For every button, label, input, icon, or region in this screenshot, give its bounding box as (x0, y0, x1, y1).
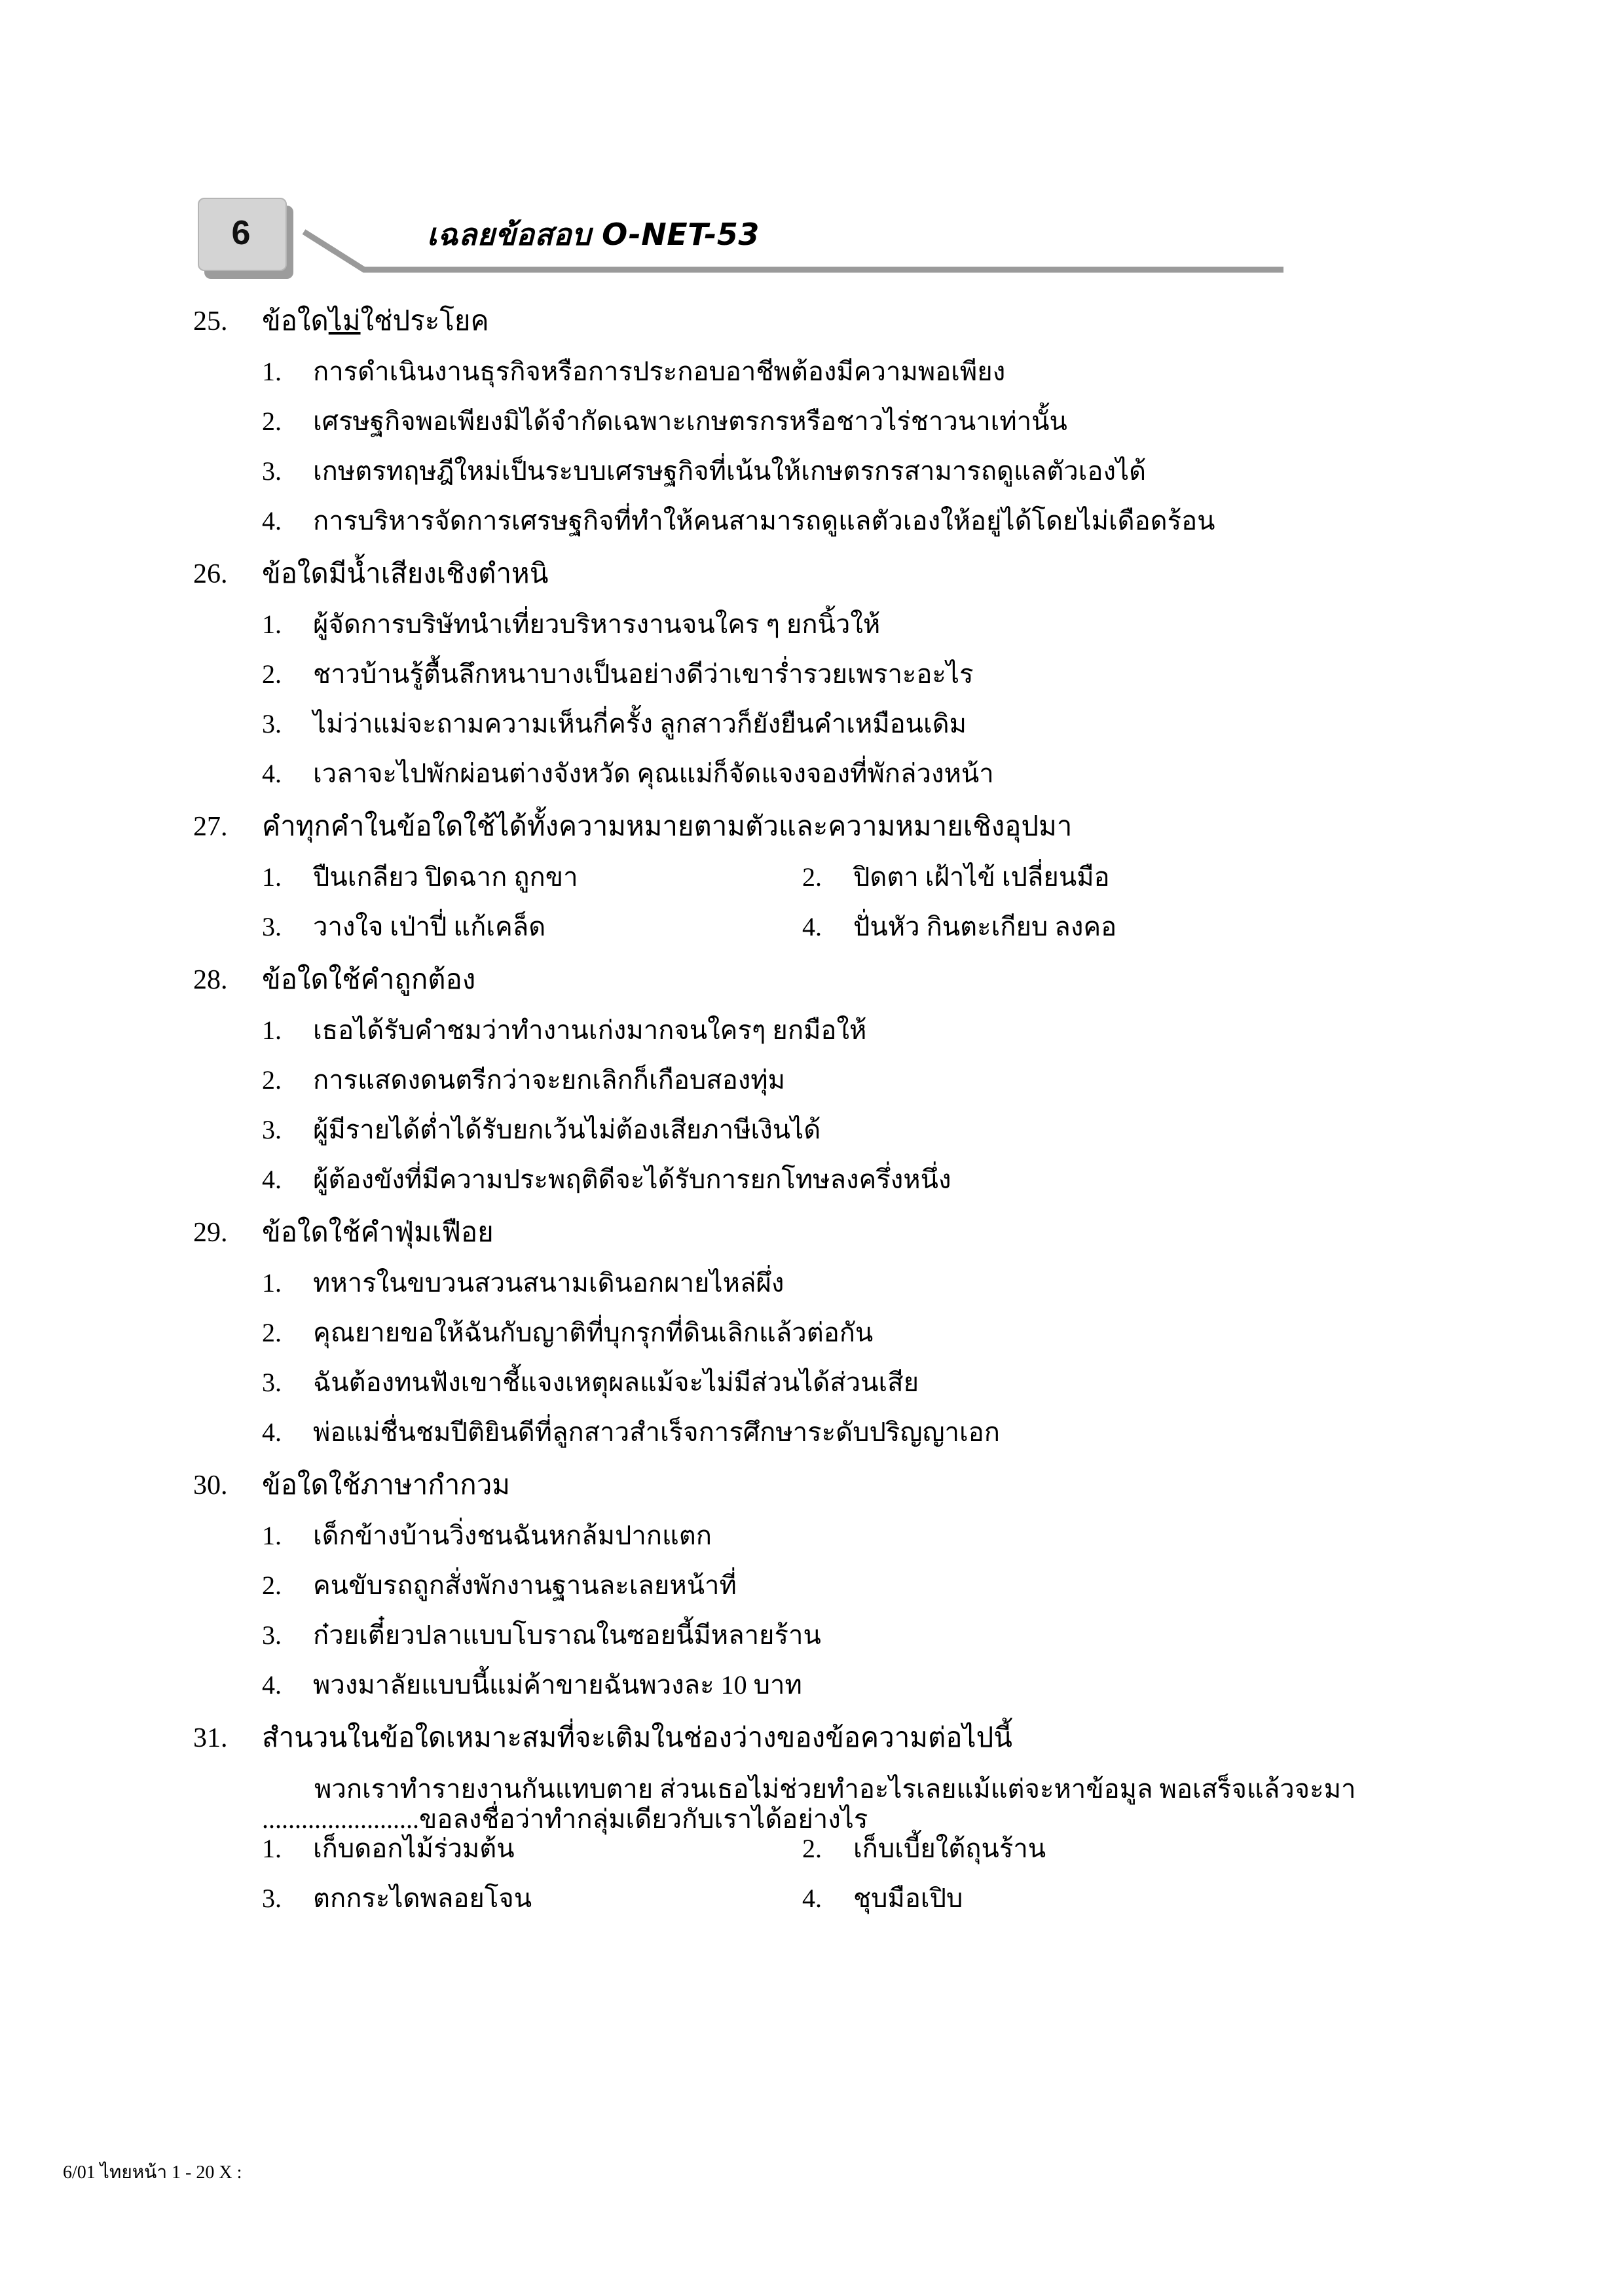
choice-text: พวงมาลัยแบบนี้แม่ค้าขายฉันพวงละ 10 บาท (313, 1670, 802, 1700)
question-block-25 (0, 308, 1624, 558)
question-stem-28 (0, 966, 1624, 1017)
choice-option[interactable] (262, 711, 1624, 737)
page-header (196, 196, 1428, 282)
choice-number: 1. (262, 610, 282, 639)
question-stem-25 (0, 308, 1624, 359)
question-stem-30 (0, 1472, 1624, 1523)
choice-option[interactable] (262, 914, 802, 940)
question-text: ข้อใดมีน้ำเสียงเชิงตำหนิ (262, 559, 549, 589)
choice-text: ปืนเกลียว ปิดฉาก ถูกขา (313, 862, 578, 892)
question-stem-27 (0, 813, 1624, 864)
choice-number: 3. (262, 1884, 282, 1913)
choice-option[interactable] (802, 864, 1110, 890)
choice-number: 3. (262, 709, 282, 738)
choice-option[interactable] (262, 611, 1624, 638)
choice-text: ผู้จัดการบริษัทนำเที่ยวบริหารงานจนใคร ๆ ยกนิ้วให้ (313, 610, 881, 639)
choice-row (262, 661, 1624, 711)
choice-number: 3. (262, 1368, 282, 1397)
choice-number: 4. (262, 506, 282, 536)
choice-text: การแสดงดนตรีกว่าจะยกเลิกก็เกือบสองทุ่ม (313, 1065, 785, 1095)
choice-option[interactable] (802, 1886, 963, 1912)
choice-number: 2. (802, 862, 822, 892)
choice-number: 1. (262, 357, 282, 386)
choice-number: 1. (262, 1834, 282, 1863)
question-block-30 (0, 1472, 1624, 1722)
choice-option[interactable] (262, 1017, 1624, 1044)
choice-text: ตกกระไดพลอยโจน (313, 1884, 532, 1913)
choice-option[interactable] (262, 1320, 1624, 1346)
choice-row (262, 864, 1624, 914)
choice-text: พ่อแม่ชื่นชมปีติยินดีที่ลูกสาวสำเร็จการศึกษาระดับปริญญาเอก (313, 1417, 1000, 1447)
question-block-27 (0, 813, 1624, 964)
choice-option[interactable] (262, 1270, 1624, 1296)
choice-text: ชุบมือเปิบ (853, 1884, 963, 1913)
choice-number: 1. (262, 1015, 282, 1045)
choice-option[interactable] (802, 1836, 1046, 1862)
choice-text: ปั่นหัว กินตะเกียบ ลงคอ (853, 912, 1117, 941)
choice-row (262, 1836, 1624, 1886)
choices-list-29 (0, 1270, 1624, 1469)
choice-option[interactable] (262, 864, 802, 890)
choice-row (262, 1017, 1624, 1067)
choice-text: เธอได้รับคำชมว่าทำงานเก่งมากจนใครๆ ยกมือให้ (313, 1015, 867, 1045)
choice-text: เด็กข้างบ้านวิ่งชนฉันหกล้มปากแตก (313, 1521, 712, 1550)
choice-row (262, 1320, 1624, 1370)
question-block-26 (0, 560, 1624, 811)
choice-option[interactable] (262, 661, 1624, 687)
choice-option[interactable] (262, 1523, 1624, 1549)
choice-option[interactable] (262, 1672, 1624, 1698)
choice-number: 4. (802, 912, 822, 941)
question-text: ข้อใดใช้คำฟุ่มเฟือย (262, 1218, 494, 1248)
choice-option[interactable] (262, 359, 1624, 385)
choice-text: ปิดตา เฝ้าไข้ เปลี่ยนมือ (853, 862, 1110, 892)
question-number: 30. (193, 1470, 228, 1501)
question-text (262, 308, 1624, 335)
choice-option[interactable] (262, 1622, 1624, 1649)
choices-list-31 (0, 1836, 1624, 1935)
choice-number: 2. (262, 1065, 282, 1095)
choice-option[interactable] (262, 1836, 802, 1862)
choice-number: 3. (262, 1620, 282, 1650)
choice-row (262, 508, 1624, 558)
header-title: เฉลยข้อสอบ O-NET-53 (427, 217, 760, 252)
choices-list-30 (0, 1523, 1624, 1722)
choice-row (262, 1672, 1624, 1722)
choice-number: 1. (262, 862, 282, 892)
question-text: ข้อใดใช้คำถูกต้อง (262, 965, 476, 995)
question-block-28 (0, 966, 1624, 1216)
choice-option[interactable] (262, 458, 1624, 484)
choice-row (262, 1270, 1624, 1320)
question-stem-31 (0, 1724, 1624, 1776)
choice-row (262, 611, 1624, 661)
choice-text: ชาวบ้านรู้ตื้นลึกหนาบางเป็นอย่างดีว่าเขาร่ำรวยเพราะอะไร (313, 659, 974, 689)
question-number: 31. (193, 1723, 228, 1753)
choice-text: เก็บเบี้ยใต้ถุนร้าน (853, 1834, 1046, 1863)
choice-row (262, 761, 1624, 811)
question-text: ข้อใดใช้ภาษากำกวม (262, 1470, 510, 1501)
questions-container (0, 308, 1624, 1938)
choice-row (262, 1573, 1624, 1622)
question-number: 25. (193, 306, 228, 337)
choice-number: 4. (262, 1417, 282, 1447)
choice-option[interactable] (262, 1067, 1624, 1093)
choice-row (262, 1117, 1624, 1167)
choice-number: 1. (262, 1268, 282, 1298)
choice-text: เกษตรทฤษฎีใหม่เป็นระบบเศรษฐกิจที่เน้นให้เกษตรกรสามารถดูแลตัวเองได้ (313, 456, 1147, 486)
choice-option[interactable] (262, 1117, 1624, 1143)
choice-row (262, 711, 1624, 761)
choice-text: ก๋วยเตี๋ยวปลาแบบโบราณในซอยนี้มีหลายร้าน (313, 1620, 821, 1650)
choice-row (262, 914, 1624, 964)
choice-text: ไม่ว่าแม่จะถามความเห็นกี่ครั้ง ลูกสาวก็ยังยืนคำเหมือนเดิม (313, 709, 967, 738)
question-stem-26 (0, 560, 1624, 611)
choice-row (262, 1523, 1624, 1573)
choice-option[interactable] (262, 761, 1624, 787)
question-text: คำทุกคำในข้อใดใช้ได้ทั้งความหมายตามตัวและความหมายเชิงอุปมา (262, 812, 1073, 842)
question-number: 29. (193, 1218, 228, 1248)
stem-part-after: ใช่ประโยค (360, 306, 489, 337)
choice-text: ทหารในขบวนสวนสนามเดินอกผายไหล่ผึ่ง (313, 1268, 784, 1298)
choice-option[interactable] (262, 409, 1624, 435)
choice-number: 2. (262, 1571, 282, 1600)
choice-text: ผู้ต้องขังที่มีความประพฤติดีจะได้รับการยกโทษลงครึ่งหนึ่ง (313, 1165, 951, 1194)
choice-row (262, 359, 1624, 409)
choice-row (262, 1370, 1624, 1419)
question-passage-line-2: ........................ขอลงชื่อว่าทำกลุ่มเดียวกับเราได้อย่างไร (262, 1804, 868, 1834)
choice-text: เศรษฐกิจพอเพียงมิได้จำกัดเฉพาะเกษตรกรหรือชาวไร่ชาวนาเท่านั้น (313, 407, 1067, 436)
page-footer: 6/01 ไทยหน้า 1 - 20 X : (63, 2162, 242, 2183)
question-passage-line-1: พวกเราทำรายงานกันแทบตาย ส่วนเธอไม่ช่วยทำอะไรเลยแม้แต่จะหาข้อมูล พอเสร็จแล้วจะมา (314, 1774, 1356, 1804)
choice-row (262, 1886, 1624, 1935)
question-block-29 (0, 1219, 1624, 1469)
choice-number: 4. (262, 759, 282, 788)
choices-list-28 (0, 1017, 1624, 1216)
choice-row (262, 1622, 1624, 1672)
choice-row (262, 409, 1624, 458)
choice-number: 4. (262, 1165, 282, 1194)
choice-number: 2. (262, 407, 282, 436)
choice-text: การดำเนินงานธุรกิจหรือการประกอบอาชีพต้องมีความพอเพียง (313, 357, 1006, 386)
page-number: 6 (231, 214, 251, 252)
choice-row (262, 1067, 1624, 1117)
choices-list-26 (0, 611, 1624, 811)
question-text: สำนวนในข้อใดเหมาะสมที่จะเติมในช่องว่างของข้อความต่อไปนี้ (262, 1723, 1012, 1753)
question-stem-29 (0, 1219, 1624, 1270)
choice-row (262, 458, 1624, 508)
choice-number: 1. (262, 1521, 282, 1550)
choice-text: วางใจ เป่าปี่ แก้เคล็ด (313, 912, 546, 941)
choice-text: เวลาจะไปพักผ่อนต่างจังหวัด คุณแม่ก็จัดแจงจองที่พักล่วงหน้า (313, 759, 994, 788)
choice-option[interactable] (262, 1167, 1624, 1193)
question-number: 28. (193, 965, 228, 995)
choice-number: 3. (262, 456, 282, 486)
choice-text: การบริหารจัดการเศรษฐกิจที่ทำให้คนสามารถดูแลตัวเองให้อยู่ได้โดยไม่เดือดร้อน (313, 506, 1215, 536)
choice-option[interactable] (802, 914, 1116, 940)
choice-text: ผู้มีรายได้ต่ำได้รับยกเว้นไม่ต้องเสียภาษีเงินได้ (313, 1115, 821, 1144)
choices-list-25 (0, 359, 1624, 558)
choice-number: 2. (262, 659, 282, 689)
choice-text: คุณยายขอให้ฉันกับญาติที่บุกรุกที่ดินเลิกแล้วต่อกัน (313, 1318, 874, 1347)
question-block-31 (0, 1724, 1624, 1935)
choice-number: 3. (262, 1115, 282, 1144)
stem-part-before: ข้อใด (262, 306, 329, 337)
choice-option[interactable] (262, 1573, 1624, 1599)
choice-option[interactable] (262, 1419, 1624, 1446)
choice-text: ฉันต้องทนฟังเขาชี้แจงเหตุผลแม้จะไม่มีส่วนได้ส่วนเสีย (313, 1368, 919, 1397)
choice-number: 2. (262, 1318, 282, 1347)
choice-number: 4. (262, 1670, 282, 1700)
choice-option[interactable] (262, 1370, 1624, 1396)
question-number: 27. (193, 812, 228, 842)
choice-text: เก็บดอกไม้ร่วมต้น (313, 1834, 515, 1863)
choice-text: คนขับรถถูกสั่งพักงานฐานละเลยหน้าที่ (313, 1571, 737, 1600)
choice-number: 2. (802, 1834, 822, 1863)
choices-list-27 (0, 864, 1624, 964)
choice-number: 3. (262, 912, 282, 941)
question-number: 26. (193, 559, 228, 589)
stem-part-underlined: ไม่ (328, 306, 361, 337)
choice-row (262, 1167, 1624, 1216)
choice-row (262, 1419, 1624, 1469)
choice-option[interactable] (262, 508, 1624, 534)
choice-option[interactable] (262, 1886, 802, 1912)
choice-number: 4. (802, 1884, 822, 1913)
